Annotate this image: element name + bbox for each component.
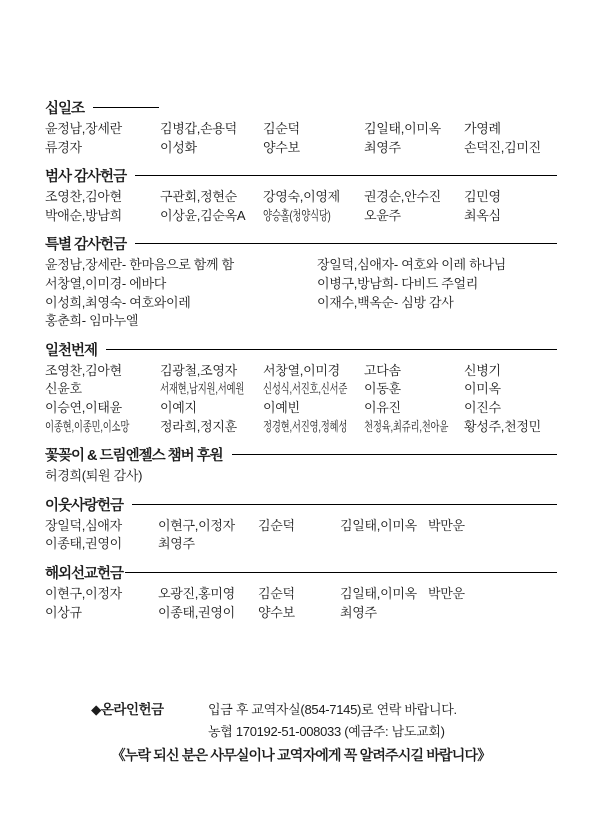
section-title-overseas-mission: 해외선교헌금 (45, 565, 124, 582)
section-header (45, 99, 557, 116)
donor-note (317, 312, 557, 331)
donor-name: 김일태,이미옥 (340, 585, 417, 601)
donor-name: 권경순,안수진 (364, 189, 441, 205)
section-title-tithe: 십일조 (45, 101, 85, 117)
donor-row (45, 256, 557, 330)
donor-name: 김일태,이미옥 (364, 121, 441, 136)
donor-row (45, 188, 557, 225)
section-header (45, 446, 557, 463)
section-rule (106, 349, 557, 350)
donor-name: 오윤주 (364, 207, 401, 223)
donor-name (263, 418, 364, 437)
section-overseas-mission (45, 564, 557, 622)
online-giving-note (45, 700, 557, 765)
donor-name: 정라희,정지훈 (160, 418, 237, 434)
donor-name: 가영례 (464, 121, 501, 136)
donor-row (45, 467, 557, 486)
donor-name: 이미옥 (464, 381, 501, 397)
donor-name: 김광철,조영자 (160, 362, 237, 378)
donor-name: 김순덕 (258, 585, 295, 601)
donor-name: 조영찬,김아현 (45, 189, 122, 205)
donor-name: 서창열,이미경 (263, 362, 340, 378)
donor-name: 이진수 (464, 399, 501, 415)
donor-name (263, 207, 364, 226)
donor-note: 홍춘희- 임마누엘 (45, 313, 139, 329)
contact-instruction: 입금 후 교역자실(854-7145)로 연락 바랍니다. (208, 702, 457, 718)
donor-name: 이동훈 (364, 381, 401, 397)
donor-name: 고다솜 (364, 362, 401, 378)
donor-row (45, 120, 557, 157)
donor-name: 신윤호 (45, 381, 82, 397)
section-thanks-general (45, 167, 557, 225)
donor-name: 이종태,권영이 (158, 604, 235, 620)
donor-name-condensed: 이종현,이종민,이소망 (45, 418, 130, 434)
section-thousand-offerings (45, 341, 557, 436)
section-flower-chamber (45, 446, 557, 486)
donor-name: 이예지 (160, 399, 197, 415)
donor-name: 김일태,이미옥 (340, 517, 417, 533)
donor-name: 이유진 (364, 399, 401, 415)
omission-notice: 《누락 되신 분은 사무실이나 교역자에게 꼭 알려주시길 바랍니다》 (111, 747, 491, 764)
donor-name: 박만운 (428, 585, 465, 601)
section-header (45, 235, 557, 252)
donor-name: 이성화 (160, 139, 197, 155)
donor-name: 허경희(퇴원 감사) (45, 468, 143, 484)
section-rule (125, 572, 557, 573)
donor-name (160, 380, 263, 399)
section-title-thanks-special: 특별 감사헌금 (45, 237, 127, 254)
diamond-bullet-icon: ◆ (91, 702, 101, 718)
online-giving-label (91, 700, 208, 720)
donor-name-condensed: 정경현,서진영,정혜성 (263, 418, 348, 434)
donor-row (45, 362, 557, 436)
section-rule (93, 107, 159, 108)
section-rule (232, 454, 557, 455)
donor-name: 이현구,이정자 (45, 585, 122, 601)
donor-name: 김민영 (464, 189, 501, 205)
donor-row (45, 517, 557, 554)
donor-name: 이상윤,김순옥A (160, 207, 246, 223)
donor-name-condensed: 양승홀(청양식당) (263, 207, 331, 223)
section-tithe (45, 99, 557, 157)
donor-name: 김순덕 (258, 517, 295, 533)
online-giving-line (45, 700, 557, 720)
donor-note: 서창열,이미경- 에바다 (45, 275, 166, 291)
donor-name: 이예빈 (263, 399, 300, 415)
donor-name: 최영주 (158, 536, 195, 552)
donor-name (364, 418, 464, 437)
donor-name: 박애순,방남희 (45, 207, 122, 223)
donor-name: 오광진,홍미영 (158, 585, 235, 601)
section-header (45, 564, 557, 581)
donor-name: 박만운 (428, 517, 465, 533)
section-rule (132, 504, 557, 505)
donor-name: 양수보 (263, 139, 300, 155)
donor-name: 김병갑,손용덕 (160, 121, 237, 136)
donor-row (45, 585, 557, 622)
donor-note: 장일덕,심애자- 여호와 이레 하나님 (317, 257, 506, 273)
donor-note: 이병구,방남희- 다비드 주얼리 (317, 275, 479, 291)
donor-name: 이종태,권영이 (45, 536, 122, 552)
donor-name: 최영주 (364, 139, 401, 155)
donor-note: 이성희,최영숙- 여호와이레 (45, 294, 191, 310)
donor-name: 이현구,이정자 (158, 517, 235, 533)
donor-name: 장일덕,심애자 (45, 517, 122, 533)
section-header (45, 167, 557, 184)
bank-account-line: 농협 170192-51-008033 (예금주: 남도교회) (208, 724, 445, 740)
donor-name (263, 380, 364, 399)
section-rule (135, 175, 557, 176)
donor-name: 윤정남,장세란 (45, 121, 122, 136)
donor-name: 신병기 (464, 362, 501, 378)
online-giving-title: 온라인헌금 (100, 702, 164, 718)
donor-name: 조영찬,김아현 (45, 362, 122, 378)
donor-name: 강영숙,이영제 (263, 189, 340, 205)
donor-name: 김순덕 (263, 121, 300, 136)
donor-name: 손덕진,김미진 (464, 139, 541, 155)
donor-name: 양수보 (258, 604, 295, 620)
donor-name: 류경자 (45, 139, 82, 155)
donor-name: 황성주,천정민 (464, 418, 541, 434)
section-title-thanks-general: 범사 감사헌금 (45, 169, 127, 186)
donor-name-condensed: 천정육,최쥬리,천아윤 (364, 418, 449, 434)
donor-name: 이승연,이태윤 (45, 399, 122, 415)
section-neighbor-love (45, 496, 557, 554)
donor-name-condensed: 서재현,남지원,서예원 (160, 381, 245, 397)
donor-name: 이상규 (45, 604, 82, 620)
section-header (45, 341, 557, 358)
section-title-neighbor-love: 이웃사랑헌금 (45, 497, 124, 514)
section-rule (135, 243, 557, 244)
section-title-flower-chamber: 꽃꽂이 & 드림엔젤스 챔버 후원 (45, 448, 223, 465)
donor-name (45, 418, 160, 437)
donor-note: 윤정남,장세란- 한마음으로 함께 함 (45, 257, 234, 273)
section-thanks-special (45, 235, 557, 330)
donor-name: 최옥심 (464, 207, 501, 223)
donor-note: 이재수,백옥순- 심방 감사 (317, 294, 454, 310)
donor-name: 구관회,정현순 (160, 189, 237, 205)
section-header (45, 496, 557, 513)
section-title-thousand-offerings: 일천번제 (45, 342, 98, 359)
donor-name: 최영주 (340, 604, 377, 620)
donor-name-condensed: 신성식,서진호,신서준 (263, 381, 348, 397)
